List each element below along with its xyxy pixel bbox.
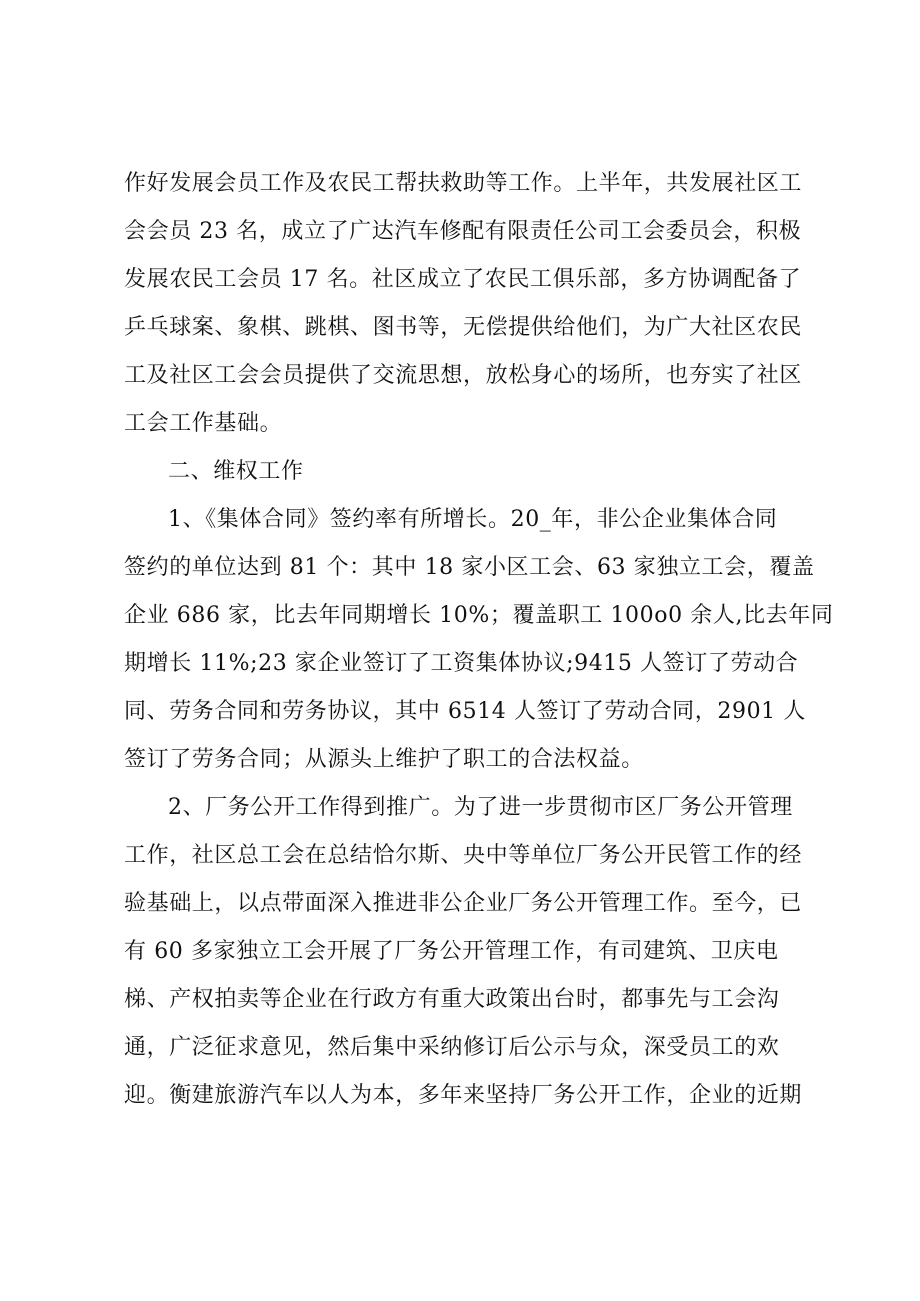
body-text-line: 作好发展会员工作及农民工帮扶救助等工作。上半年，共发展社区工 [124, 171, 803, 196]
body-text-line: 企业 686 家，比去年同期增长 10%；覆盖职工 100o0 余人,比去年同 [124, 603, 834, 628]
body-text-line: 1、《集体合同》签约率有所增长。20_年，非公企业集体合同 [168, 507, 778, 532]
body-text-line: 有 60 多家独立工会开展了厂务公开管理工作，有司建筑、卫庆电 [124, 939, 779, 964]
section-heading: 二、维权工作 [168, 459, 304, 484]
body-text-line: 工会工作基础。 [124, 411, 283, 436]
body-text-line: 签约的单位达到 81 个：其中 18 家小区工会、63 家独立工会，覆盖 [124, 555, 815, 580]
body-text-line: 期增长 11%;23 家企业签订了工资集体协议;9415 人签订了劳动合 [124, 651, 799, 676]
body-text-line: 通，广泛征求意见，然后集中采纳修订后公示与众，深受员工的欢 [124, 1035, 780, 1060]
body-text-line: 工作，社区总工会在总结恰尔斯、央中等单位厂务公开民管工作的经 [124, 843, 803, 868]
body-text-line: 工及社区工会会员提供了交流思想，放松身心的场所，也夯实了社区 [124, 363, 803, 388]
body-text-line: 梯、产权拍卖等企业在行政方有重大政策出台时，都事先与工会沟 [124, 987, 780, 1012]
body-text-line: 迎。衡建旅游汽车以人为本，多年来坚持厂务公开工作，企业的近期 [124, 1083, 803, 1108]
body-text-line: 会会员 23 名，成立了广达汽车修配有限责任公司工会委员会，积极 [124, 219, 802, 244]
body-text-line: 签订了劳务合同；从源头上维护了职工的合法权益。 [124, 747, 644, 772]
body-text-line: 验基础上，以点带面深入推进非公企业厂务公开管理工作。至今，已 [124, 891, 803, 916]
body-text-line: 发展农民工会员 17 名。社区成立了农民工俱乐部，多方协调配备了 [124, 267, 802, 292]
body-text-line: 2、厂务公开工作得到推广。为了进一步贯彻市区厂务公开管理 [168, 795, 793, 820]
body-text-line: 同、劳务合同和劳务协议，其中 6514 人签订了劳动合同，2901 人 [124, 699, 806, 724]
body-text-line: 乒乓球案、象棋、跳棋、图书等，无偿提供给他们，为广大社区农民 [124, 315, 803, 340]
